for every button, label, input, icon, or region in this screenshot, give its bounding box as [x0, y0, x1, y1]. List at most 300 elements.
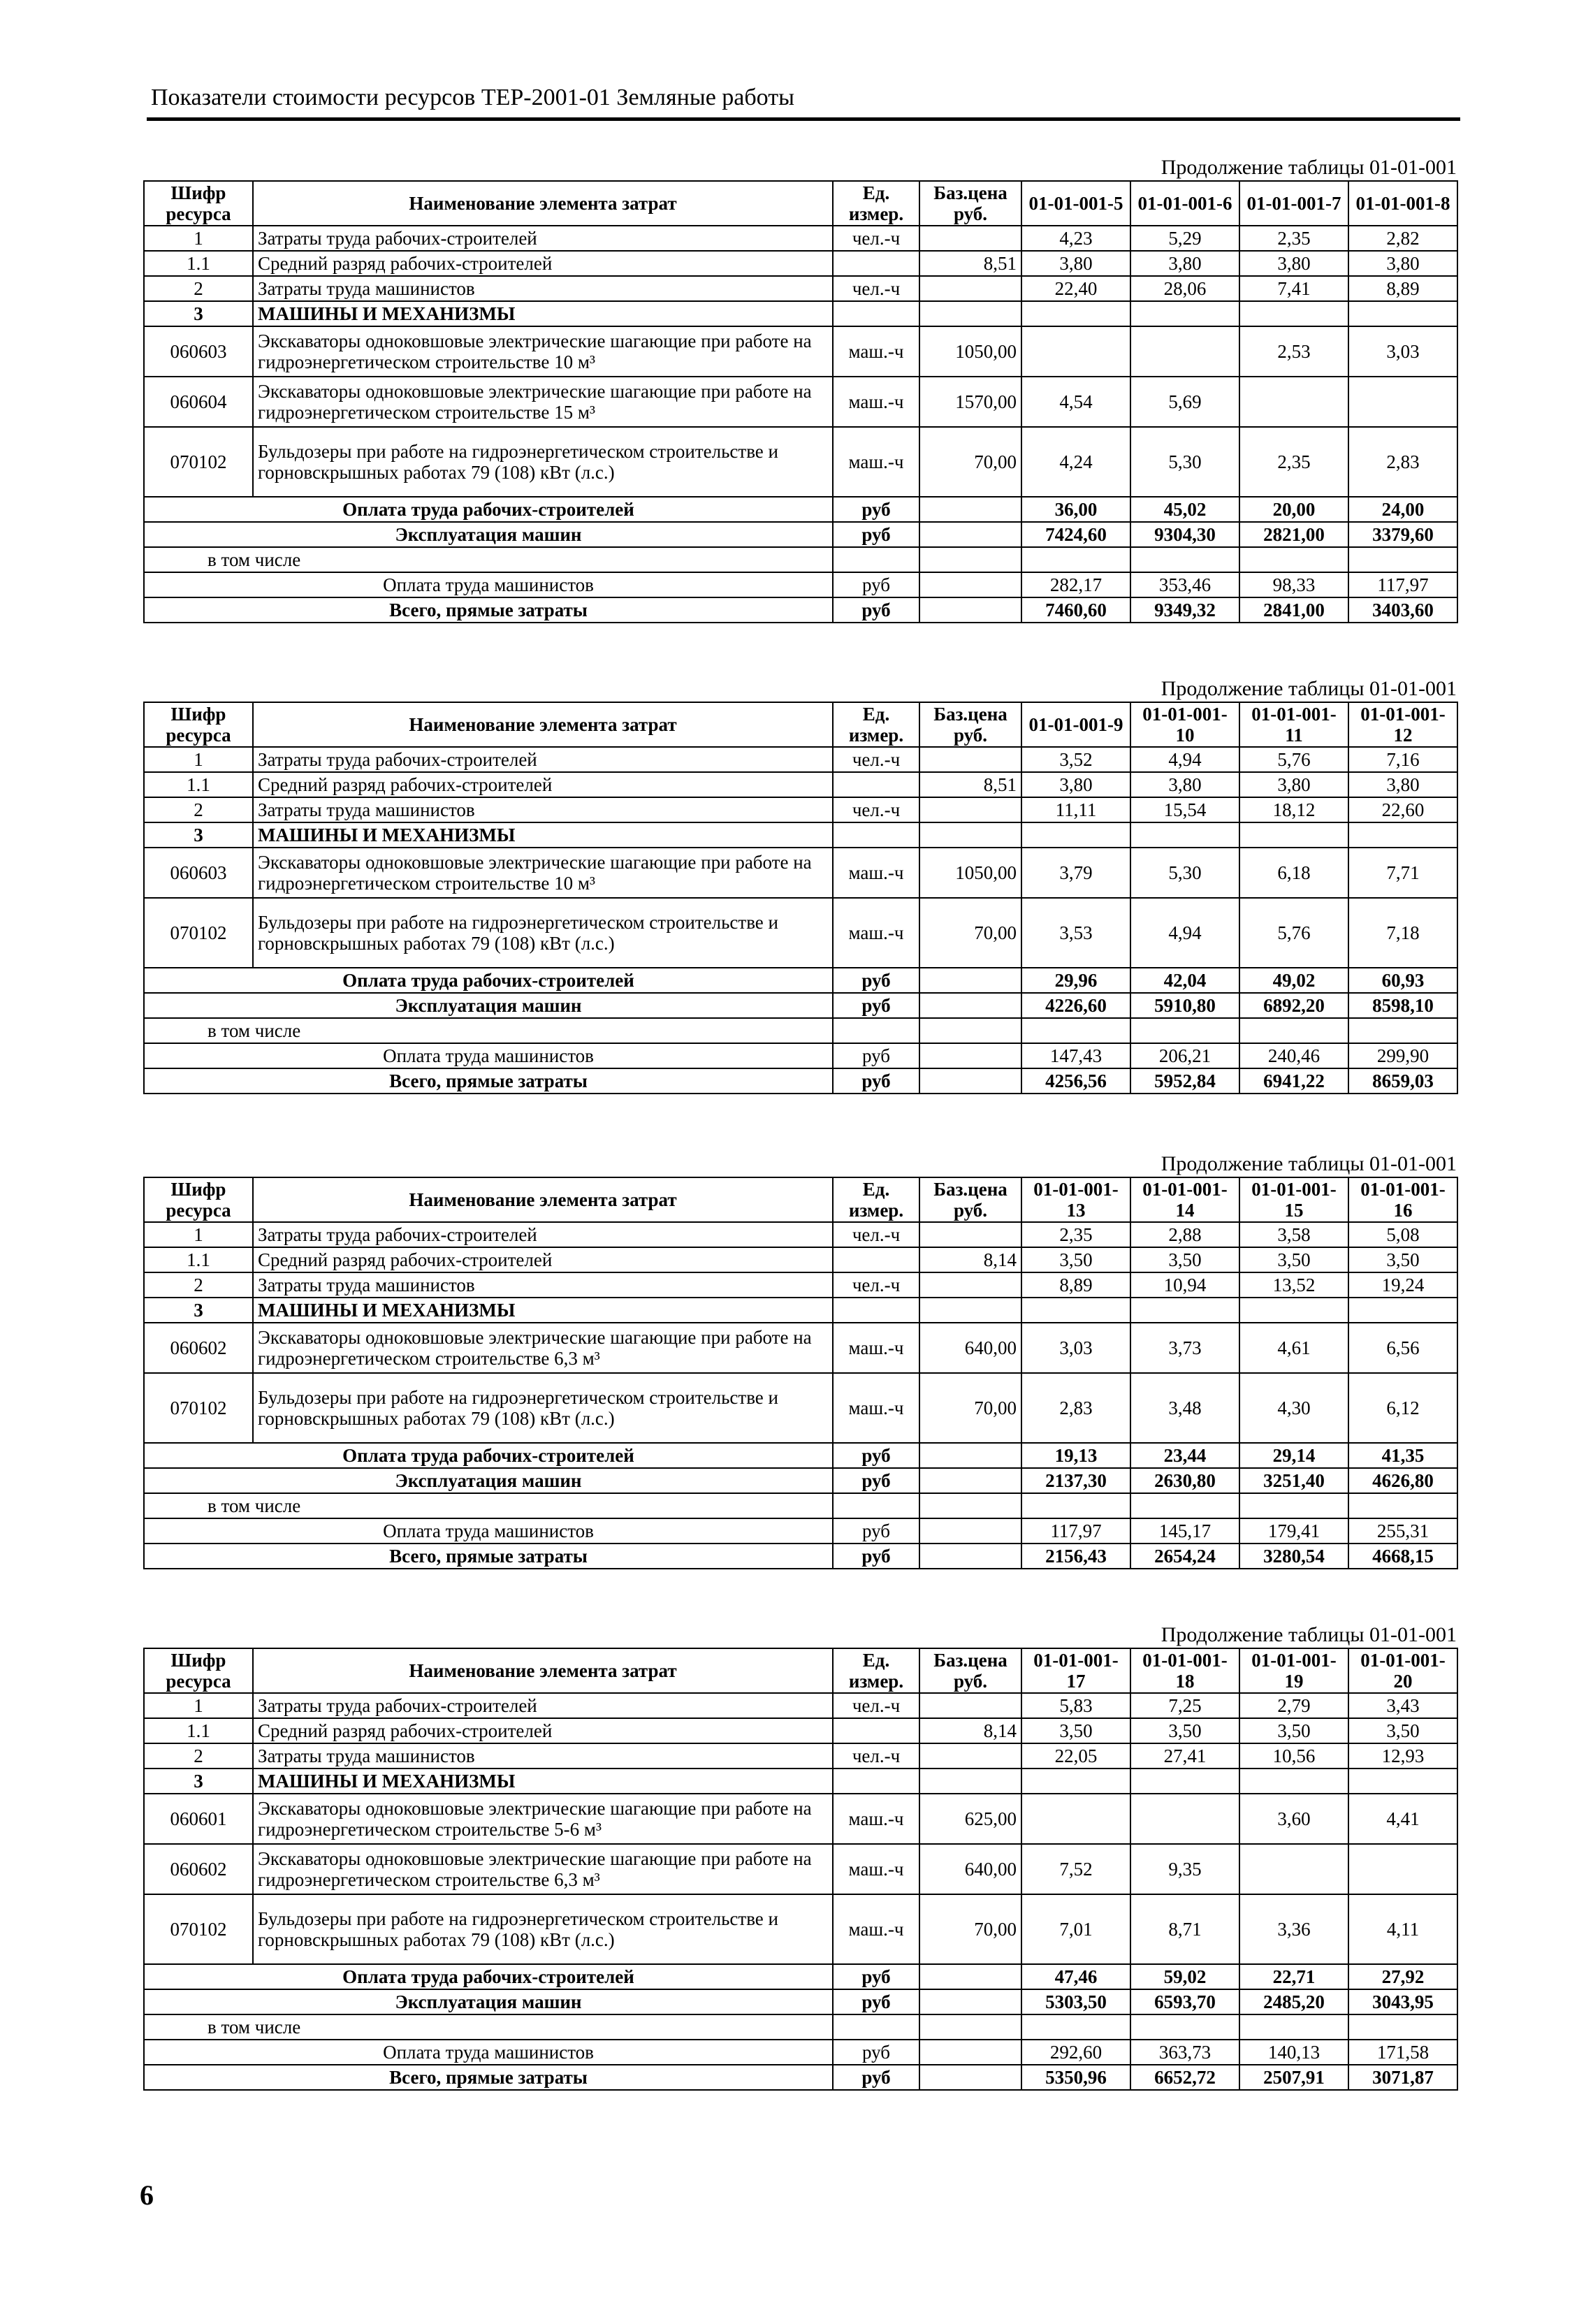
price-cell: 70,00: [919, 1373, 1021, 1443]
value-cell: [1130, 1298, 1239, 1323]
unit-cell: [833, 1769, 919, 1794]
summary-row: [144, 1518, 1457, 1544]
value-cell: [1021, 326, 1130, 377]
header-unit: Ед. измер.: [833, 1648, 919, 1693]
value-cell: 4,41: [1348, 1794, 1457, 1844]
header-unit: Ед. измер.: [833, 181, 919, 226]
summary-label: Эксплуатация машин: [144, 1468, 833, 1493]
header-rate-code: 01-01-001-13: [1021, 1177, 1130, 1222]
value-cell: 2,35: [1021, 1222, 1130, 1247]
value-cell: 5,29: [1130, 226, 1239, 251]
section-heading: МАШИНЫ И МЕХАНИЗМЫ: [253, 822, 833, 848]
price-cell: [919, 1272, 1021, 1298]
header-base-price: Баз.цена руб.: [919, 1177, 1021, 1222]
header-cost-element-name: Наименование элемента затрат: [253, 1177, 833, 1222]
resource-name: Бульдозеры при работе на гидроэнергетическом строительстве и горновскрышных работах 79 (108) кВт (л.с.): [253, 1373, 833, 1443]
table-row: [144, 301, 1457, 326]
header-rate-code: 01-01-001-8: [1348, 181, 1457, 226]
value-cell: 18,12: [1239, 797, 1348, 822]
value-cell: 60,93: [1348, 968, 1457, 993]
value-cell: 353,46: [1130, 572, 1239, 597]
value-cell: [1021, 547, 1130, 572]
price-cell: 640,00: [919, 1323, 1021, 1373]
value-cell: [1239, 1844, 1348, 1894]
value-cell: [1239, 301, 1348, 326]
value-cell: 3,58: [1239, 1222, 1348, 1247]
value-cell: 23,44: [1130, 1443, 1239, 1468]
value-cell: 171,58: [1348, 2040, 1457, 2065]
value-cell: 2,82: [1348, 226, 1457, 251]
summary-row: [144, 572, 1457, 597]
value-cell: 59,02: [1130, 1964, 1239, 1989]
resource-code: 2: [144, 1743, 253, 1769]
price-cell: 1570,00: [919, 377, 1021, 427]
resource-name: Средний разряд рабочих-строителей: [253, 251, 833, 276]
resource-name: Бульдозеры при работе на гидроэнергетическом строительстве и горновскрышных работах 79 (108) кВт (л.с.): [253, 898, 833, 968]
summary-row: [144, 497, 1457, 522]
value-cell: 7,18: [1348, 898, 1457, 968]
value-cell: 45,02: [1130, 497, 1239, 522]
header-divider: [147, 117, 1460, 121]
table-row: [144, 226, 1457, 251]
value-cell: 3403,60: [1348, 597, 1457, 623]
summary-label: Оплата труда машинистов: [144, 1043, 833, 1068]
summary-row: [144, 968, 1457, 993]
unit-cell: руб: [833, 497, 919, 522]
page-number: 6: [140, 2179, 154, 2211]
table-row: [144, 772, 1457, 797]
summary-label: Оплата труда машинистов: [144, 1518, 833, 1544]
value-cell: 3,36: [1239, 1894, 1348, 1964]
resource-name: Бульдозеры при работе на гидроэнергетическом строительстве и горновскрышных работах 79 (108) кВт (л.с.): [253, 1894, 833, 1964]
header-rate-code: 01-01-001-12: [1348, 702, 1457, 747]
value-cell: 7,71: [1348, 848, 1457, 898]
value-cell: 7,01: [1021, 1894, 1130, 1964]
value-cell: [1130, 1018, 1239, 1043]
value-cell: [1239, 547, 1348, 572]
header-rate-code: 01-01-001-5: [1021, 181, 1130, 226]
header-cost-element-name: Наименование элемента затрат: [253, 702, 833, 747]
header-resource-code: Шифр ресурса: [144, 1648, 253, 1693]
unit-cell: маш.-ч: [833, 427, 919, 497]
value-cell: 7,41: [1239, 276, 1348, 301]
value-cell: [1130, 2014, 1239, 2040]
header-cost-element-name: Наименование элемента затрат: [253, 1648, 833, 1693]
value-cell: 5350,96: [1021, 2065, 1130, 2090]
resource-code: 3: [144, 1298, 253, 1323]
value-cell: 7460,60: [1021, 597, 1130, 623]
resource-name: Затраты труда машинистов: [253, 1272, 833, 1298]
unit-cell: [833, 251, 919, 276]
header-rate-code: 01-01-001-6: [1130, 181, 1239, 226]
header-rate-code: 01-01-001-9: [1021, 702, 1130, 747]
value-cell: 117,97: [1021, 1518, 1130, 1544]
value-cell: 22,40: [1021, 276, 1130, 301]
value-cell: 5,30: [1130, 427, 1239, 497]
table-continuation-caption: Продолжение таблицы 01-01-001: [1161, 677, 1457, 700]
resource-code: 1.1: [144, 772, 253, 797]
value-cell: 4,23: [1021, 226, 1130, 251]
unit-cell: руб: [833, 1964, 919, 1989]
value-cell: [1348, 547, 1457, 572]
header-rate-code: 01-01-001-17: [1021, 1648, 1130, 1693]
resource-name: Затраты труда машинистов: [253, 1743, 833, 1769]
value-cell: 19,24: [1348, 1272, 1457, 1298]
table-row: [144, 276, 1457, 301]
unit-cell: маш.-ч: [833, 1844, 919, 1894]
table-row: [144, 1894, 1457, 1964]
summary-label: Всего, прямые затраты: [144, 1544, 833, 1569]
value-cell: [1130, 1794, 1239, 1844]
value-cell: 3,79: [1021, 848, 1130, 898]
resource-name: Экскаваторы одноковшовые электрические шагающие при работе на гидроэнергетическом строительстве 6,3 м³: [253, 1323, 833, 1373]
value-cell: [1130, 822, 1239, 848]
value-cell: 3,43: [1348, 1693, 1457, 1718]
unit-cell: руб: [833, 1989, 919, 2014]
header-base-price: Баз.цена руб.: [919, 702, 1021, 747]
value-cell: 22,60: [1348, 797, 1457, 822]
value-cell: 4,11: [1348, 1894, 1457, 1964]
table-row: [144, 1769, 1457, 1794]
summary-row: [144, 1443, 1457, 1468]
price-cell: 1050,00: [919, 848, 1021, 898]
value-cell: 179,41: [1239, 1518, 1348, 1544]
resource-code: 1.1: [144, 1718, 253, 1743]
value-cell: 4668,15: [1348, 1544, 1457, 1569]
value-cell: 4226,60: [1021, 993, 1130, 1018]
section-heading: МАШИНЫ И МЕХАНИЗМЫ: [253, 301, 833, 326]
value-cell: 4,24: [1021, 427, 1130, 497]
value-cell: 292,60: [1021, 2040, 1130, 2065]
value-cell: 4,94: [1130, 747, 1239, 772]
value-cell: 8659,03: [1348, 1068, 1457, 1094]
unit-cell: руб: [833, 1468, 919, 1493]
header-rate-code: 01-01-001-14: [1130, 1177, 1239, 1222]
resource-code: 3: [144, 1769, 253, 1794]
value-cell: [1239, 1493, 1348, 1518]
table-row: [144, 1693, 1457, 1718]
resource-code: 1: [144, 747, 253, 772]
summary-row: [144, 1468, 1457, 1493]
value-cell: 145,17: [1130, 1518, 1239, 1544]
resource-code: 060602: [144, 1844, 253, 1894]
resource-code: 070102: [144, 898, 253, 968]
unit-cell: руб: [833, 2065, 919, 2090]
resource-name: Бульдозеры при работе на гидроэнергетическом строительстве и горновскрышных работах 79 (108) кВт (л.с.): [253, 427, 833, 497]
table-row: [144, 1794, 1457, 1844]
value-cell: [1021, 2014, 1130, 2040]
resource-code: 060602: [144, 1323, 253, 1373]
value-cell: 3,50: [1239, 1718, 1348, 1743]
value-cell: 9349,32: [1130, 597, 1239, 623]
value-cell: [1130, 1493, 1239, 1518]
summary-row: [144, 2065, 1457, 2090]
value-cell: 98,33: [1239, 572, 1348, 597]
section-heading: МАШИНЫ И МЕХАНИЗМЫ: [253, 1769, 833, 1794]
value-cell: 2821,00: [1239, 522, 1348, 547]
table-row: [144, 848, 1457, 898]
price-cell: 70,00: [919, 898, 1021, 968]
summary-row: [144, 1043, 1457, 1068]
unit-cell: маш.-ч: [833, 848, 919, 898]
value-cell: 2485,20: [1239, 1989, 1348, 2014]
value-cell: 29,14: [1239, 1443, 1348, 1468]
value-cell: 7,52: [1021, 1844, 1130, 1894]
value-cell: 3,48: [1130, 1373, 1239, 1443]
resource-name: Средний разряд рабочих-строителей: [253, 1247, 833, 1272]
summary-label: Оплата труда рабочих-строителей: [144, 497, 833, 522]
resource-code: 1.1: [144, 251, 253, 276]
value-cell: 3,50: [1130, 1718, 1239, 1743]
value-cell: 2,53: [1239, 326, 1348, 377]
value-cell: 117,97: [1348, 572, 1457, 597]
summary-label: Оплата труда рабочих-строителей: [144, 1964, 833, 1989]
value-cell: 24,00: [1348, 497, 1457, 522]
value-cell: 5,69: [1130, 377, 1239, 427]
value-cell: 6892,20: [1239, 993, 1348, 1018]
value-cell: 2507,91: [1239, 2065, 1348, 2090]
resource-name: Затраты труда рабочих-строителей: [253, 747, 833, 772]
value-cell: 15,54: [1130, 797, 1239, 822]
value-cell: 4,61: [1239, 1323, 1348, 1373]
value-cell: [1348, 822, 1457, 848]
price-cell: [919, 1298, 1021, 1323]
unit-cell: [833, 772, 919, 797]
value-cell: 5303,50: [1021, 1989, 1130, 2014]
cost-table-block: [143, 1152, 1457, 1569]
value-cell: [1348, 1493, 1457, 1518]
unit-cell: чел.-ч: [833, 797, 919, 822]
price-cell: 70,00: [919, 1894, 1021, 1964]
table-row: [144, 427, 1457, 497]
value-cell: [1348, 1844, 1457, 1894]
header-rate-code: 01-01-001-10: [1130, 702, 1239, 747]
unit-cell: руб: [833, 1043, 919, 1068]
unit-cell: руб: [833, 1518, 919, 1544]
value-cell: [1348, 2014, 1457, 2040]
header-resource-code: Шифр ресурса: [144, 181, 253, 226]
value-cell: 20,00: [1239, 497, 1348, 522]
unit-cell: маш.-ч: [833, 1373, 919, 1443]
unit-cell: [833, 1493, 919, 1518]
value-cell: 6,12: [1348, 1373, 1457, 1443]
header-cost-element-name: Наименование элемента затрат: [253, 181, 833, 226]
summary-row: [144, 2014, 1457, 2040]
summary-label: Всего, прямые затраты: [144, 597, 833, 623]
summary-label: в том числе: [144, 2014, 833, 2040]
summary-label: в том числе: [144, 547, 833, 572]
resource-code: 2: [144, 1272, 253, 1298]
unit-cell: чел.-ч: [833, 1272, 919, 1298]
value-cell: 28,06: [1130, 276, 1239, 301]
value-cell: 5,76: [1239, 747, 1348, 772]
value-cell: 2,83: [1021, 1373, 1130, 1443]
value-cell: [1130, 301, 1239, 326]
resource-name: Затраты труда машинистов: [253, 276, 833, 301]
unit-cell: маш.-ч: [833, 1323, 919, 1373]
value-cell: 3280,54: [1239, 1544, 1348, 1569]
value-cell: 10,94: [1130, 1272, 1239, 1298]
value-cell: [1021, 1794, 1130, 1844]
value-cell: 2156,43: [1021, 1544, 1130, 1569]
value-cell: 140,13: [1239, 2040, 1348, 2065]
price-cell: 8,51: [919, 772, 1021, 797]
header-unit: Ед. измер.: [833, 1177, 919, 1222]
value-cell: 29,96: [1021, 968, 1130, 993]
resource-code: 060603: [144, 326, 253, 377]
unit-cell: руб: [833, 1443, 919, 1468]
table-continuation-caption: Продолжение таблицы 01-01-001: [1161, 156, 1457, 179]
value-cell: 10,56: [1239, 1743, 1348, 1769]
unit-cell: чел.-ч: [833, 1222, 919, 1247]
table-row: [144, 326, 1457, 377]
value-cell: 41,35: [1348, 1443, 1457, 1468]
unit-cell: чел.-ч: [833, 747, 919, 772]
value-cell: 363,73: [1130, 2040, 1239, 2065]
unit-cell: маш.-ч: [833, 377, 919, 427]
unit-cell: руб: [833, 597, 919, 623]
header-rate-code: 01-01-001-16: [1348, 1177, 1457, 1222]
value-cell: [1239, 377, 1348, 427]
value-cell: 8,89: [1021, 1272, 1130, 1298]
unit-cell: [833, 547, 919, 572]
unit-cell: чел.-ч: [833, 1743, 919, 1769]
value-cell: 4,54: [1021, 377, 1130, 427]
resource-code: 3: [144, 822, 253, 848]
table-row: [144, 822, 1457, 848]
resource-code: 060604: [144, 377, 253, 427]
unit-cell: чел.-ч: [833, 1693, 919, 1718]
summary-row: [144, 522, 1457, 547]
unit-cell: руб: [833, 522, 919, 547]
value-cell: [1021, 1018, 1130, 1043]
value-cell: 3043,95: [1348, 1989, 1457, 2014]
resource-name: Средний разряд рабочих-строителей: [253, 1718, 833, 1743]
value-cell: 27,41: [1130, 1743, 1239, 1769]
value-cell: 42,04: [1130, 968, 1239, 993]
value-cell: 6,56: [1348, 1323, 1457, 1373]
unit-cell: [833, 2014, 919, 2040]
value-cell: 3,50: [1239, 1247, 1348, 1272]
unit-cell: руб: [833, 1068, 919, 1094]
price-cell: 1050,00: [919, 326, 1021, 377]
value-cell: 3,50: [1348, 1247, 1457, 1272]
value-cell: 3,80: [1021, 772, 1130, 797]
table-row: [144, 797, 1457, 822]
unit-cell: [833, 1298, 919, 1323]
value-cell: 5,76: [1239, 898, 1348, 968]
resource-name: Экскаваторы одноковшовые электрические шагающие при работе на гидроэнергетическом строительстве 5-6 м³: [253, 1794, 833, 1844]
table-row: [144, 1272, 1457, 1298]
value-cell: 4256,56: [1021, 1068, 1130, 1094]
summary-row: [144, 547, 1457, 572]
summary-row: [144, 993, 1457, 1018]
value-cell: [1021, 1769, 1130, 1794]
value-cell: 206,21: [1130, 1043, 1239, 1068]
value-cell: 3,80: [1239, 772, 1348, 797]
price-cell: [919, 747, 1021, 772]
value-cell: [1021, 301, 1130, 326]
price-cell: 625,00: [919, 1794, 1021, 1844]
value-cell: 5,30: [1130, 848, 1239, 898]
summary-row: [144, 1068, 1457, 1094]
summary-row: [144, 2040, 1457, 2065]
summary-row: [144, 1493, 1457, 1518]
value-cell: 240,46: [1239, 1043, 1348, 1068]
value-cell: [1239, 1298, 1348, 1323]
summary-label: Всего, прямые затраты: [144, 1068, 833, 1094]
value-cell: [1130, 547, 1239, 572]
resource-name: Экскаваторы одноковшовые электрические шагающие при работе на гидроэнергетическом строительстве 15 м³: [253, 377, 833, 427]
value-cell: [1021, 1298, 1130, 1323]
value-cell: 3,50: [1021, 1718, 1130, 1743]
value-cell: [1239, 2014, 1348, 2040]
value-cell: 2630,80: [1130, 1468, 1239, 1493]
resource-code: 1: [144, 226, 253, 251]
table-continuation-caption: Продолжение таблицы 01-01-001: [1161, 1623, 1457, 1646]
value-cell: 3,53: [1021, 898, 1130, 968]
table-row: [144, 898, 1457, 968]
value-cell: 3,03: [1021, 1323, 1130, 1373]
summary-label: Эксплуатация машин: [144, 1989, 833, 2014]
value-cell: 8,71: [1130, 1894, 1239, 1964]
value-cell: 3251,40: [1239, 1468, 1348, 1493]
resource-name: Экскаваторы одноковшовые электрические шагающие при работе на гидроэнергетическом строительстве 6,3 м³: [253, 1844, 833, 1894]
value-cell: 22,05: [1021, 1743, 1130, 1769]
value-cell: [1021, 1493, 1130, 1518]
resource-name: Затраты труда рабочих-строителей: [253, 1222, 833, 1247]
table-row: [144, 1373, 1457, 1443]
value-cell: 49,02: [1239, 968, 1348, 993]
unit-cell: [833, 1018, 919, 1043]
resource-code: 060601: [144, 1794, 253, 1844]
summary-label: Оплата труда машинистов: [144, 572, 833, 597]
table-row: [144, 1222, 1457, 1247]
unit-cell: маш.-ч: [833, 898, 919, 968]
resource-name: Затраты труда рабочих-строителей: [253, 226, 833, 251]
unit-cell: руб: [833, 993, 919, 1018]
resource-code: 070102: [144, 1894, 253, 1964]
price-cell: [919, 1769, 1021, 1794]
value-cell: 7,25: [1130, 1693, 1239, 1718]
price-cell: 8,14: [919, 1247, 1021, 1272]
unit-cell: [833, 1718, 919, 1743]
value-cell: 3,80: [1021, 251, 1130, 276]
cost-table-block: [143, 676, 1457, 1094]
price-cell: [919, 1222, 1021, 1247]
resource-cost-table: [143, 702, 1458, 1094]
value-cell: 9,35: [1130, 1844, 1239, 1894]
summary-label: Эксплуатация машин: [144, 993, 833, 1018]
resource-name: Средний разряд рабочих-строителей: [253, 772, 833, 797]
value-cell: 3379,60: [1348, 522, 1457, 547]
value-cell: 6593,70: [1130, 1989, 1239, 2014]
value-cell: 3,03: [1348, 326, 1457, 377]
resource-code: 1.1: [144, 1247, 253, 1272]
value-cell: 47,46: [1021, 1964, 1130, 1989]
value-cell: 19,13: [1021, 1443, 1130, 1468]
table-row: [144, 251, 1457, 276]
value-cell: 3,80: [1130, 251, 1239, 276]
value-cell: [1021, 822, 1130, 848]
header-rate-code: 01-01-001-7: [1239, 181, 1348, 226]
unit-cell: маш.-ч: [833, 1794, 919, 1844]
value-cell: [1348, 1298, 1457, 1323]
value-cell: [1348, 301, 1457, 326]
unit-cell: руб: [833, 1544, 919, 1569]
value-cell: 5952,84: [1130, 1068, 1239, 1094]
value-cell: [1239, 1018, 1348, 1043]
